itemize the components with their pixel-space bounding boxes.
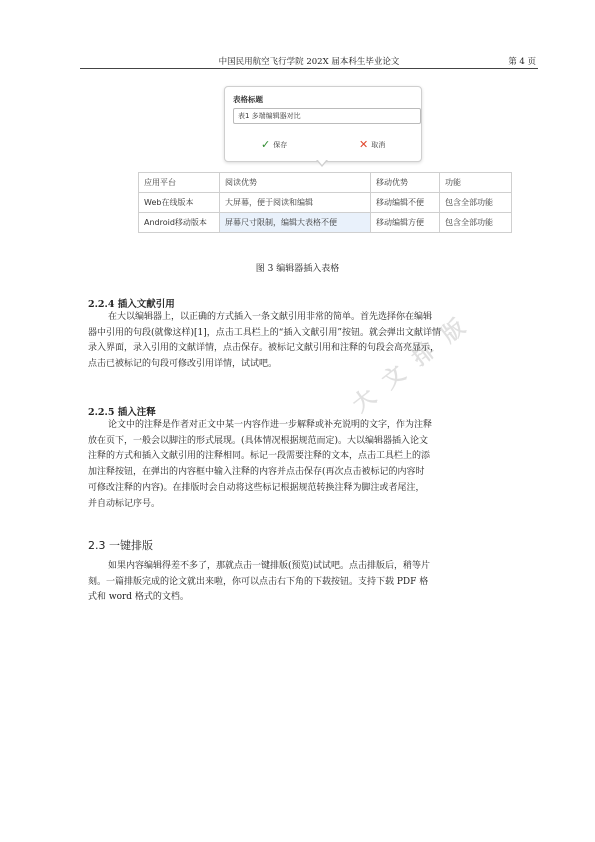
table-cell: 大屏幕，便于阅读和编辑 <box>220 193 371 213</box>
figure-3 <box>138 86 512 268</box>
popup-label: 表格标题 <box>233 95 263 104</box>
table-cell: 移动编辑不便 <box>371 193 440 213</box>
table-header-cell: 功能 <box>440 173 512 193</box>
text-line: 录入界面，录入引用的文献详情，点击保存。被标记文献引用和注释的句段会高亮显示， <box>88 343 440 354</box>
text-line: 放在页下，一般会以脚注的形式展现。(具体情况根据规范而定)。大以编辑器插入论文 <box>88 435 429 446</box>
text-line: 点击已被标记的句段可修改引用详情，试试吧。 <box>88 359 278 370</box>
text-line: 并自动标记序号。 <box>88 498 161 509</box>
paragraph-2-2-5 <box>88 418 516 512</box>
table-row <box>139 193 512 213</box>
table-title-input[interactable]: 表1 多端编辑器对比 <box>233 108 421 124</box>
save-button[interactable] <box>261 140 287 150</box>
table-cell: 移动编辑方便 <box>371 213 440 233</box>
text-line: 加注释按钮，在弹出的内容框中输入注释的内容并点击保存(再次点击被标记的内容时 <box>88 467 425 478</box>
page-number: 第 4 页 <box>508 57 536 67</box>
page-header <box>80 54 538 69</box>
selected-table-cell[interactable]: 屏幕尺寸限制，编辑大表格不便 <box>220 213 371 233</box>
table-cell: 包含全部功能 <box>440 213 512 233</box>
table-cell: Web在线版本 <box>139 193 220 213</box>
table-cell: 包含全部功能 <box>440 193 512 213</box>
section-heading-2-3: 2.3 一键排版 <box>88 539 153 552</box>
watermark: 大 文 排 版 <box>348 312 474 418</box>
table-row <box>139 213 512 233</box>
table-header-cell: 移动优势 <box>371 173 440 193</box>
check-icon: ✓ <box>261 138 271 151</box>
section-heading-2-2-5: 2.2.5 插入注释 <box>88 407 156 418</box>
text-line: 可修改注释的内容)。在排版时会自动将这些标记根据规范转换注释为脚注或者尾注， <box>88 482 425 493</box>
table-cell: Android移动版本 <box>139 213 220 233</box>
popup-pointer-fill <box>317 159 327 165</box>
figure-caption: 图 3 编辑器插入表格 <box>255 264 340 274</box>
text-line: 如果内容编辑得差不多了，那就点击一键排版(预览)试试吧。点击排版后，稍等片 <box>108 561 431 571</box>
text-line: 论文中的注释是作者对正文中某一内容作进一步解释或补充说明的文字，作为注释 <box>108 420 433 430</box>
text-line: 刻。一篇排版完成的论文就出来啦，你可以点击右下角的下载按钮。支持下载 PDF 格 <box>88 576 429 587</box>
cancel-label: 取消 <box>371 141 386 149</box>
comparison-table <box>138 172 512 233</box>
table-header-row <box>139 173 512 193</box>
text-line: 注释的方式和插入文献引用的注释相同。标记一段需要注释的文本，点击工具栏上的添 <box>88 451 431 462</box>
cancel-button[interactable] <box>359 140 385 150</box>
text-line: 式和 word 格式的文档。 <box>88 592 189 603</box>
section-heading-2-2-4: 2.2.4 插入文献引用 <box>88 299 175 310</box>
table-header-cell: 阅读优势 <box>220 173 371 193</box>
header-title: 中国民用航空飞行学院 202X 届本科生毕业论文 <box>218 57 400 67</box>
close-icon: ✕ <box>359 138 369 151</box>
text-line: 器中引用的句段(就像这样)[1]，点击工具栏上的“插入文献引用”按钮。就会弹出文献详情 <box>88 327 441 338</box>
table-header-cell: 应用平台 <box>139 173 220 193</box>
paragraph-2-3 <box>88 559 516 606</box>
text-line: 在大以编辑器上，以正确的方式插入一条文献引用非常的简单。首先选择你在编辑 <box>108 312 433 322</box>
table-title-popup <box>224 86 422 162</box>
save-label: 保存 <box>273 141 288 149</box>
